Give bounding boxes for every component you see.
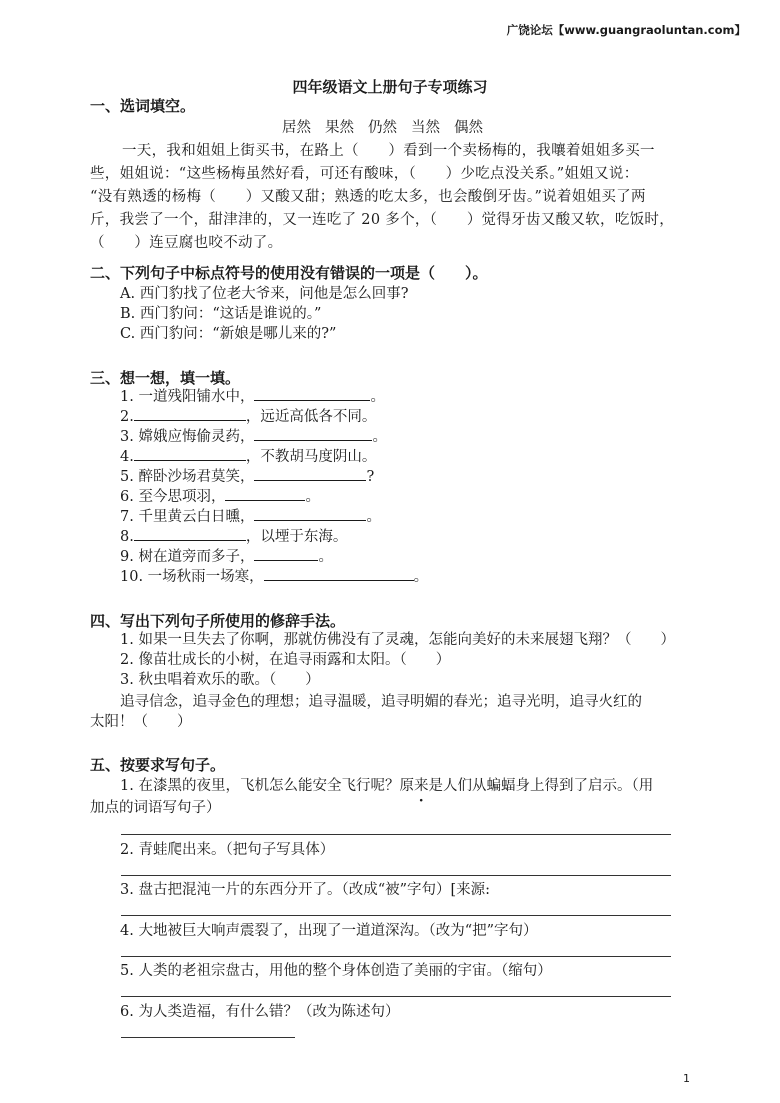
answer-blank[interactable] bbox=[254, 466, 366, 481]
section2-heading: 二、下列句子中标点符号的使用没有错误的一项是（ ）。 bbox=[90, 264, 488, 282]
page-number: 1 bbox=[683, 1072, 690, 1085]
answer-line[interactable] bbox=[121, 875, 671, 876]
rewrite-q6: 6. 为人类造福，有什么错？（改为陈述句） bbox=[120, 1004, 400, 1020]
fill-item-8: 8. ，以堙于东海。 bbox=[120, 526, 347, 547]
section1-heading: 一、选词填空。 bbox=[90, 97, 196, 115]
answer-blank[interactable] bbox=[225, 486, 305, 501]
rhetoric-item-4-line1: 追寻信念，追寻金色的理想；追寻温暖，追寻明媚的春光；追寻光明，追寻火红的 bbox=[120, 694, 642, 710]
rhetoric-item: 3. 秋虫唱着欢乐的歌。（ ） bbox=[120, 672, 320, 688]
word-bank-item: 居然 bbox=[282, 120, 311, 136]
rhetoric-item-4-line2: 太阳！（ ） bbox=[90, 714, 192, 730]
section1-passage bbox=[90, 140, 690, 255]
word-bank-item: 当然 bbox=[411, 120, 440, 136]
rewrite-q4: 4. 大地被巨大响声震裂了，出现了一道道深沟。（改为“把”字句） bbox=[120, 923, 538, 939]
answer-blank[interactable] bbox=[254, 386, 370, 401]
page-title: 四年级语文上册句子专项练习 bbox=[292, 78, 488, 96]
fill-item-9: 9. 树在道旁而多子， 。 bbox=[120, 546, 333, 567]
answer-blank[interactable] bbox=[134, 526, 246, 541]
fill-item-6: 6. 至今思项羽， 。 bbox=[120, 486, 320, 507]
option-c: C. 西门豹问：“新娘是哪儿来的?” bbox=[120, 326, 337, 342]
fill-item-3: 3. 嫦娥应悔偷灵药， 。 bbox=[120, 426, 387, 447]
fill-item-4: 4. ，不教胡马度阴山。 bbox=[120, 446, 376, 467]
rewrite-q5: 5. 人类的老祖宗盘古，用他的整个身体创造了美丽的宇宙。（缩句） bbox=[120, 963, 552, 979]
rewrite-q3: 3. 盘古把混沌一片的东西分开了。（改成“被”字句）[来源: bbox=[120, 882, 491, 898]
word-bank-item: 偶然 bbox=[454, 120, 483, 136]
rewrite-q1: 1. 在漆黑的夜里，飞机怎么能安全飞行呢？原来是人们从蝙蝠身上得到了启示。（用 bbox=[120, 778, 654, 794]
answer-blank[interactable] bbox=[254, 506, 366, 521]
rewrite-q1-line2: 加点的词语写句子） bbox=[90, 800, 221, 816]
rewrite-q2: 2. 青蛙爬出来。（把句子写具体） bbox=[120, 842, 335, 858]
passage-line: （ ）连豆腐也咬不动了。 bbox=[90, 235, 283, 251]
rhetoric-item: 2. 像苗壮成长的小树，在追寻雨露和太阳。（ ） bbox=[120, 652, 451, 668]
answer-blank[interactable] bbox=[134, 406, 246, 421]
section5-heading: 五、按要求写句子。 bbox=[90, 756, 226, 774]
answer-blank[interactable] bbox=[254, 546, 318, 561]
passage-line: 些，姐姐说：“这些杨梅虽然好看，可还有酸味，（ ）少吃点没关系。”姐姐又说： bbox=[90, 166, 639, 182]
answer-line[interactable] bbox=[121, 956, 671, 957]
dotted-words: 原来是 bbox=[399, 778, 443, 794]
answer-blank[interactable] bbox=[254, 426, 372, 441]
answer-line[interactable] bbox=[121, 915, 671, 916]
fill-item-2: 2. ，远近高低各不同。 bbox=[120, 406, 376, 427]
passage-line: “没有熟透的杨梅（ ）又酸又甜；熟透的吃太多，也会酸倒牙齿。”说着姐姐买了两 bbox=[90, 189, 646, 205]
answer-blank[interactable] bbox=[264, 566, 414, 581]
option-a: A. 西门豹找了位老大爷来，问他是怎么回事? bbox=[120, 286, 409, 302]
passage-line: 斤，我尝了一个，甜津津的，又一连吃了 20 多个，（ ）觉得牙齿又酸又软，吃饭时， bbox=[90, 212, 675, 228]
passage-line: 一天，我和姐姐上街买书，在路上（ ）看到一个卖杨梅的，我嚷着姐姐多买一 bbox=[122, 143, 655, 159]
rhetoric-item: 1. 如果一旦失去了你啊，那就仿佛没有了灵魂，怎能向美好的未来展翅飞翔？（ ） bbox=[120, 632, 675, 648]
fill-item-7: 7. 千里黄云白日曛， 。 bbox=[120, 506, 381, 527]
option-b: B. 西门豹问：“这话是谁说的。” bbox=[120, 306, 322, 322]
word-bank-item: 仍然 bbox=[368, 120, 397, 136]
site-watermark: 广饶论坛【www.guangraoluntan.com】 bbox=[506, 23, 746, 37]
answer-line[interactable] bbox=[121, 996, 671, 997]
fill-item-10: 10. 一场秋雨一场寒， 。 bbox=[120, 566, 428, 587]
answer-blank[interactable] bbox=[134, 446, 246, 461]
answer-line[interactable] bbox=[121, 834, 671, 835]
fill-item-5: 5. 醉卧沙场君莫笑， ? bbox=[120, 466, 374, 487]
fill-item-1: 1. 一道残阳铺水中， 。 bbox=[120, 386, 385, 407]
word-bank-item: 果然 bbox=[325, 120, 354, 136]
answer-line[interactable] bbox=[121, 1037, 295, 1038]
section4-heading: 四、写出下列句子所使用的修辞手法。 bbox=[90, 612, 346, 630]
word-bank bbox=[282, 118, 497, 138]
section3-heading: 三、想一想，填一填。 bbox=[90, 369, 241, 387]
